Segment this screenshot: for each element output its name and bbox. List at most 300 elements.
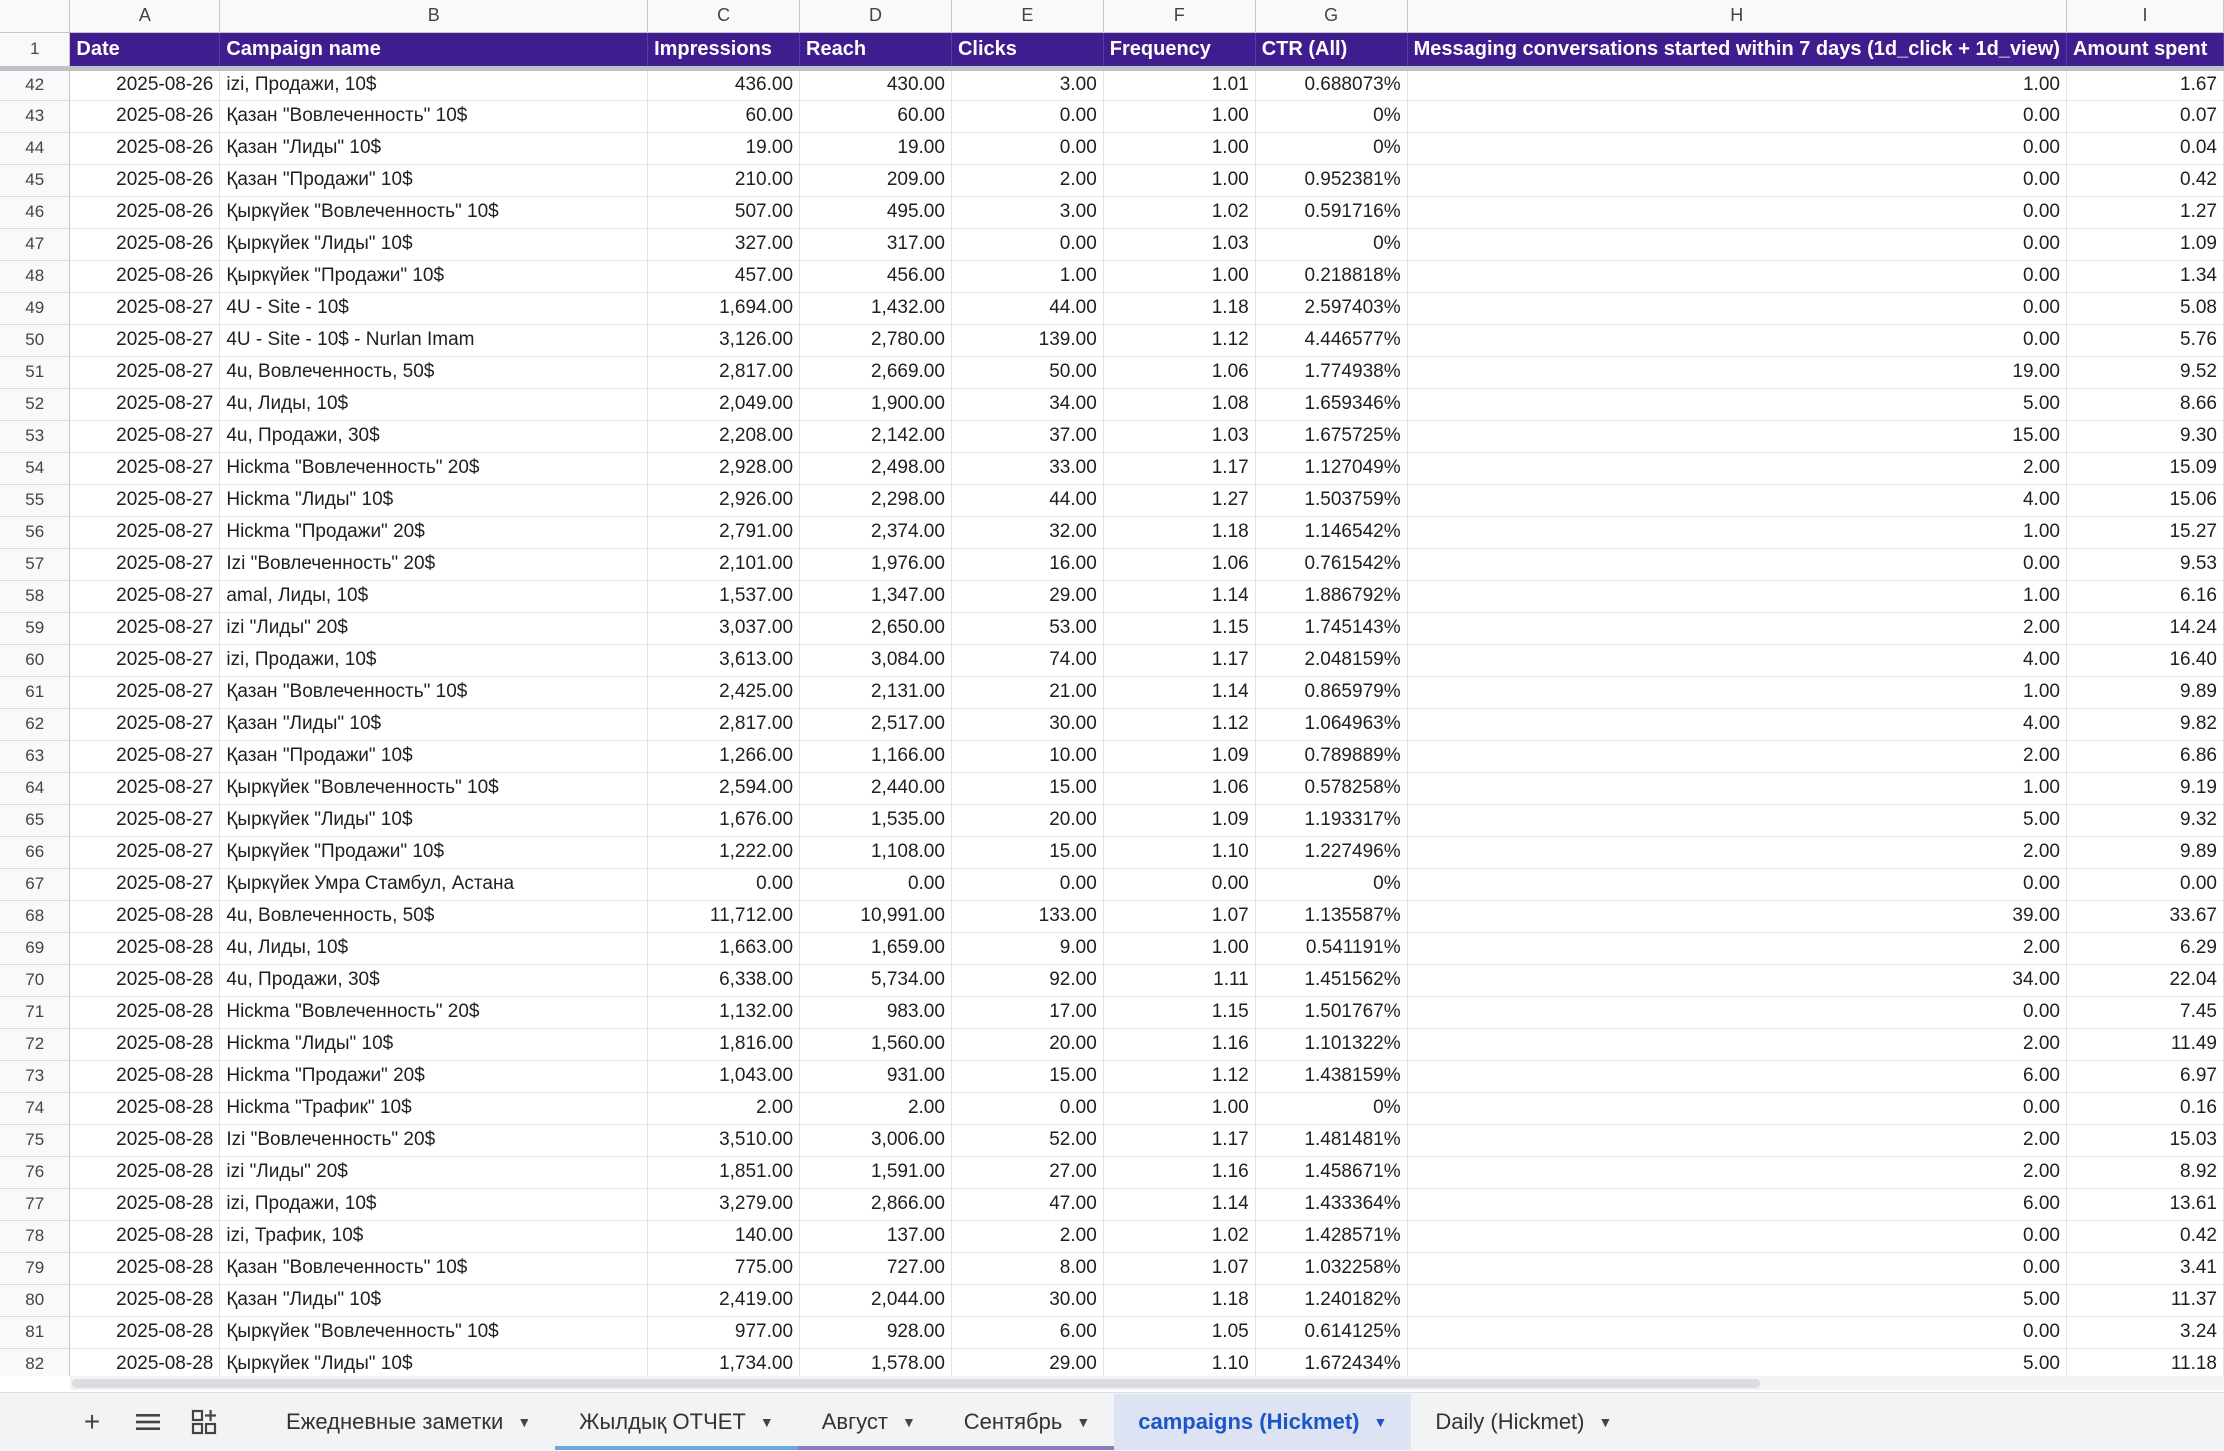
cell[interactable]: 2,142.00 (800, 420, 952, 452)
cell[interactable]: 133.00 (951, 900, 1103, 932)
cell[interactable]: 457.00 (648, 260, 800, 292)
cell[interactable]: 5.76 (2066, 324, 2223, 356)
cell[interactable]: 2025-08-27 (70, 388, 220, 420)
cell[interactable]: 50.00 (951, 356, 1103, 388)
cell[interactable]: 2025-08-27 (70, 644, 220, 676)
cell[interactable]: 0.578258% (1255, 772, 1407, 804)
cell[interactable]: 1.03 (1103, 420, 1255, 452)
cell[interactable]: 74.00 (951, 644, 1103, 676)
horizontal-scrollbar[interactable] (70, 1376, 2224, 1390)
cell[interactable]: 1.09 (1103, 740, 1255, 772)
cell[interactable]: Izi "Вовлеченность" 20$ (220, 548, 648, 580)
cell[interactable]: 4.00 (1407, 484, 2066, 516)
cell[interactable]: 9.30 (2066, 420, 2223, 452)
cell[interactable]: 5,734.00 (800, 964, 952, 996)
cell[interactable]: 2.048159% (1255, 644, 1407, 676)
table-row[interactable] (0, 708, 2224, 740)
cell[interactable]: 0.00 (951, 228, 1103, 260)
row-number[interactable]: 78 (0, 1220, 70, 1252)
cell[interactable]: 1.15 (1103, 612, 1255, 644)
cell[interactable]: 4.00 (1407, 644, 2066, 676)
cell[interactable]: 507.00 (648, 196, 800, 228)
cell[interactable]: 15.27 (2066, 516, 2223, 548)
cell[interactable]: 2,101.00 (648, 548, 800, 580)
cell[interactable]: 2,208.00 (648, 420, 800, 452)
cell[interactable]: 1.886792% (1255, 580, 1407, 612)
header-cell[interactable]: Messaging conversations started within 7 days (1d_click + 1d_view) (1407, 32, 2066, 68)
cell[interactable]: 3.00 (951, 68, 1103, 100)
cell[interactable]: 2,374.00 (800, 516, 952, 548)
cell[interactable]: 2,044.00 (800, 1284, 952, 1316)
cell[interactable]: 15.00 (951, 836, 1103, 868)
cell[interactable]: 19.00 (648, 132, 800, 164)
header-data-row[interactable] (0, 32, 2224, 68)
cell[interactable]: 1,851.00 (648, 1156, 800, 1188)
cell[interactable]: 17.00 (951, 996, 1103, 1028)
cell[interactable]: 16.00 (951, 548, 1103, 580)
cell[interactable]: 1.146542% (1255, 516, 1407, 548)
cell[interactable]: 1,591.00 (800, 1156, 952, 1188)
cell[interactable]: 2,049.00 (648, 388, 800, 420)
cell[interactable]: 9.52 (2066, 356, 2223, 388)
column-header-i[interactable]: I (2066, 0, 2223, 32)
cell[interactable]: 2.00 (1407, 1028, 2066, 1060)
cell[interactable]: 0.00 (1407, 196, 2066, 228)
cell[interactable]: 39.00 (1407, 900, 2066, 932)
cell[interactable]: 5.00 (1407, 388, 2066, 420)
cell[interactable]: 0.00 (1407, 1220, 2066, 1252)
cell[interactable]: 2025-08-27 (70, 804, 220, 836)
cell[interactable]: 4u, Вовлеченность, 50$ (220, 356, 648, 388)
cell[interactable]: 5.08 (2066, 292, 2223, 324)
cell[interactable]: 2025-08-28 (70, 1092, 220, 1124)
cell[interactable]: 9.82 (2066, 708, 2223, 740)
cell[interactable]: 1.17 (1103, 644, 1255, 676)
cell[interactable]: 9.00 (951, 932, 1103, 964)
cell[interactable]: 1.27 (1103, 484, 1255, 516)
cell[interactable]: 9.53 (2066, 548, 2223, 580)
cell[interactable]: Қыркүйек "Вовлеченность" 10$ (220, 1316, 648, 1348)
table-row[interactable] (0, 388, 2224, 420)
cell[interactable]: 4u, Лиды, 10$ (220, 932, 648, 964)
column-header-c[interactable]: C (648, 0, 800, 32)
row-number[interactable]: 61 (0, 676, 70, 708)
cell[interactable]: 327.00 (648, 228, 800, 260)
cell[interactable]: 1.193317% (1255, 804, 1407, 836)
cell[interactable]: 2025-08-27 (70, 516, 220, 548)
table-row[interactable] (0, 292, 2224, 324)
cell[interactable]: Қазан "Вовлеченность" 10$ (220, 100, 648, 132)
cell[interactable]: 1.34 (2066, 260, 2223, 292)
cell[interactable]: 1.02 (1103, 1220, 1255, 1252)
cell[interactable]: 34.00 (951, 388, 1103, 420)
cell[interactable]: 21.00 (951, 676, 1103, 708)
column-header-h[interactable]: H (1407, 0, 2066, 32)
cell[interactable]: 2025-08-28 (70, 1316, 220, 1348)
cell[interactable]: 1.67 (2066, 68, 2223, 100)
row-number[interactable]: 46 (0, 196, 70, 228)
cell[interactable]: Қыркүйек "Лиды" 10$ (220, 1348, 648, 1376)
cell[interactable]: 47.00 (951, 1188, 1103, 1220)
cell[interactable]: 2025-08-27 (70, 420, 220, 452)
cell[interactable]: 2025-08-27 (70, 612, 220, 644)
cell[interactable]: 0% (1255, 100, 1407, 132)
cell[interactable]: 210.00 (648, 164, 800, 196)
cell[interactable]: Қазан "Продажи" 10$ (220, 164, 648, 196)
cell[interactable]: 60.00 (800, 100, 952, 132)
cell[interactable]: 9.89 (2066, 676, 2223, 708)
cell[interactable]: 15.00 (951, 1060, 1103, 1092)
cell[interactable]: 1.00 (1407, 580, 2066, 612)
row-number[interactable]: 63 (0, 740, 70, 772)
cell[interactable]: Қыркүйек "Вовлеченность" 10$ (220, 196, 648, 228)
table-row[interactable] (0, 644, 2224, 676)
sheet-tab[interactable] (262, 1394, 555, 1450)
table-row[interactable] (0, 196, 2224, 228)
cell[interactable]: 2025-08-26 (70, 68, 220, 100)
cell[interactable]: 2025-08-26 (70, 228, 220, 260)
cell[interactable]: 2025-08-28 (70, 900, 220, 932)
cell[interactable]: 53.00 (951, 612, 1103, 644)
cell[interactable]: 2025-08-28 (70, 1188, 220, 1220)
cell[interactable]: 0.00 (1407, 1316, 2066, 1348)
cell[interactable]: 2.00 (1407, 1124, 2066, 1156)
cell[interactable]: 4U - Site - 10$ - Nurlan Imam (220, 324, 648, 356)
cell[interactable]: 32.00 (951, 516, 1103, 548)
cell[interactable]: 1,132.00 (648, 996, 800, 1028)
cell[interactable]: 436.00 (648, 68, 800, 100)
cell[interactable]: 1.00 (1103, 132, 1255, 164)
cell[interactable]: 2025-08-28 (70, 1060, 220, 1092)
cell[interactable]: Hickma "Лиды" 10$ (220, 484, 648, 516)
cell[interactable]: izi, Продажи, 10$ (220, 644, 648, 676)
cell[interactable]: 1.428571% (1255, 1220, 1407, 1252)
cell[interactable]: 1.12 (1103, 708, 1255, 740)
row-number[interactable]: 55 (0, 484, 70, 516)
table-row[interactable] (0, 964, 2224, 996)
cell[interactable]: 2,817.00 (648, 708, 800, 740)
row-number[interactable]: 79 (0, 1252, 70, 1284)
cell[interactable]: 20.00 (951, 804, 1103, 836)
cell[interactable]: 4u, Продажи, 30$ (220, 420, 648, 452)
cell[interactable]: 2.00 (1407, 1156, 2066, 1188)
cell[interactable]: 34.00 (1407, 964, 2066, 996)
cell[interactable]: 0.00 (1407, 324, 2066, 356)
table-row[interactable] (0, 1156, 2224, 1188)
cell[interactable]: 2.00 (951, 164, 1103, 196)
cell[interactable]: 1.03 (1103, 228, 1255, 260)
row-number[interactable]: 58 (0, 580, 70, 612)
cell[interactable]: 1.00 (1407, 676, 2066, 708)
cell[interactable]: 1.00 (1103, 1092, 1255, 1124)
cell[interactable]: 1.481481% (1255, 1124, 1407, 1156)
cell[interactable]: 2025-08-28 (70, 996, 220, 1028)
cell[interactable]: 0% (1255, 228, 1407, 260)
cell[interactable]: 2025-08-27 (70, 708, 220, 740)
cell[interactable]: 0.00 (1407, 228, 2066, 260)
cell[interactable]: 1.07 (1103, 1252, 1255, 1284)
cell[interactable]: 0.42 (2066, 1220, 2223, 1252)
table-row[interactable] (0, 164, 2224, 196)
cell[interactable]: 1,578.00 (800, 1348, 952, 1376)
row-number[interactable]: 80 (0, 1284, 70, 1316)
cell[interactable]: 0.761542% (1255, 548, 1407, 580)
cell[interactable]: 2025-08-28 (70, 1124, 220, 1156)
table-row[interactable] (0, 420, 2224, 452)
row-number[interactable]: 71 (0, 996, 70, 1028)
cell[interactable]: 10,991.00 (800, 900, 952, 932)
cell[interactable]: 931.00 (800, 1060, 952, 1092)
column-header-b[interactable]: B (220, 0, 648, 32)
cell[interactable]: 2025-08-28 (70, 1252, 220, 1284)
cell[interactable]: Қазан "Лиды" 10$ (220, 708, 648, 740)
cell[interactable]: 0.42 (2066, 164, 2223, 196)
table-row[interactable] (0, 772, 2224, 804)
cell[interactable]: 16.40 (2066, 644, 2223, 676)
cell[interactable]: Hickma "Вовлеченность" 20$ (220, 452, 648, 484)
cell[interactable]: 29.00 (951, 1348, 1103, 1376)
cell[interactable]: 2,817.00 (648, 356, 800, 388)
row-number[interactable]: 77 (0, 1188, 70, 1220)
table-row[interactable] (0, 1028, 2224, 1060)
table-row[interactable] (0, 1124, 2224, 1156)
table-row[interactable] (0, 996, 2224, 1028)
cell[interactable]: 4.00 (1407, 708, 2066, 740)
cell[interactable]: 1.501767% (1255, 996, 1407, 1028)
cell[interactable]: 1.17 (1103, 1124, 1255, 1156)
cell[interactable]: 1,676.00 (648, 804, 800, 836)
cell[interactable]: 1,694.00 (648, 292, 800, 324)
cell[interactable]: 1.06 (1103, 772, 1255, 804)
cell[interactable]: 0.00 (951, 100, 1103, 132)
cell[interactable]: 0.16 (2066, 1092, 2223, 1124)
cell[interactable]: 0% (1255, 132, 1407, 164)
row-number[interactable]: 56 (0, 516, 70, 548)
table-row[interactable] (0, 260, 2224, 292)
cell[interactable]: 1.09 (1103, 804, 1255, 836)
cell[interactable]: 1.659346% (1255, 388, 1407, 420)
cell[interactable]: 0.00 (800, 868, 952, 900)
cell[interactable]: 0.614125% (1255, 1316, 1407, 1348)
row-number[interactable]: 67 (0, 868, 70, 900)
cell[interactable]: 10.00 (951, 740, 1103, 772)
cell[interactable]: 11,712.00 (648, 900, 800, 932)
cell[interactable]: 2,425.00 (648, 676, 800, 708)
cell[interactable]: 2,594.00 (648, 772, 800, 804)
cell[interactable]: 6,338.00 (648, 964, 800, 996)
cell[interactable]: 2,498.00 (800, 452, 952, 484)
cell[interactable]: 6.00 (1407, 1188, 2066, 1220)
cell[interactable]: 6.29 (2066, 932, 2223, 964)
cell[interactable]: 7.45 (2066, 996, 2223, 1028)
scrollbar-thumb[interactable] (72, 1379, 1760, 1388)
plus-icon[interactable]: + (83, 1406, 101, 1437)
cell[interactable]: 9.89 (2066, 836, 2223, 868)
cell[interactable]: 11.49 (2066, 1028, 2223, 1060)
cell[interactable]: 0% (1255, 868, 1407, 900)
cell[interactable]: 1.12 (1103, 324, 1255, 356)
cell[interactable]: 1.10 (1103, 1348, 1255, 1376)
cell[interactable]: 52.00 (951, 1124, 1103, 1156)
cell[interactable]: 1.675725% (1255, 420, 1407, 452)
table-row[interactable] (0, 1220, 2224, 1252)
cell[interactable]: 1.18 (1103, 292, 1255, 324)
cell[interactable]: 22.04 (2066, 964, 2223, 996)
cell[interactable]: 19.00 (800, 132, 952, 164)
cell[interactable]: 2025-08-27 (70, 452, 220, 484)
cell[interactable]: 1.00 (1407, 68, 2066, 100)
header-cell[interactable]: Reach (800, 32, 952, 68)
cell[interactable]: 1.18 (1103, 516, 1255, 548)
cell[interactable]: amal, Лиды, 10$ (220, 580, 648, 612)
cell[interactable]: 209.00 (800, 164, 952, 196)
cell[interactable]: 0.591716% (1255, 196, 1407, 228)
cell[interactable]: 1,537.00 (648, 580, 800, 612)
cell[interactable]: 2025-08-28 (70, 1028, 220, 1060)
table-row[interactable] (0, 836, 2224, 868)
cell[interactable]: 456.00 (800, 260, 952, 292)
cell[interactable]: 2,419.00 (648, 1284, 800, 1316)
table-row[interactable] (0, 1316, 2224, 1348)
cell[interactable]: 3,126.00 (648, 324, 800, 356)
cell[interactable]: 4u, Вовлеченность, 50$ (220, 900, 648, 932)
cell[interactable]: 9.32 (2066, 804, 2223, 836)
cell[interactable]: 2025-08-27 (70, 676, 220, 708)
cell[interactable]: 1.064963% (1255, 708, 1407, 740)
cell[interactable]: izi, Продажи, 10$ (220, 68, 648, 100)
cell[interactable]: 1,663.00 (648, 932, 800, 964)
cell[interactable]: 1,976.00 (800, 548, 952, 580)
cell[interactable]: 2,780.00 (800, 324, 952, 356)
cell[interactable]: 1,816.00 (648, 1028, 800, 1060)
cell[interactable]: 1.00 (1407, 516, 2066, 548)
row-number[interactable]: 42 (0, 68, 70, 100)
row-number[interactable]: 66 (0, 836, 70, 868)
cell[interactable]: izi "Лиды" 20$ (220, 612, 648, 644)
cell[interactable]: 0.00 (1407, 1092, 2066, 1124)
row-number[interactable]: 60 (0, 644, 70, 676)
cell[interactable]: Қазан "Лиды" 10$ (220, 1284, 648, 1316)
cell[interactable]: 11.37 (2066, 1284, 2223, 1316)
cell[interactable]: Қыркүйек "Продажи" 10$ (220, 836, 648, 868)
cell[interactable]: 1.06 (1103, 356, 1255, 388)
cell[interactable]: 1.06 (1103, 548, 1255, 580)
row-number[interactable]: 62 (0, 708, 70, 740)
column-header-d[interactable]: D (800, 0, 952, 32)
sheet-tab[interactable] (1411, 1394, 1636, 1450)
row-number[interactable]: 82 (0, 1348, 70, 1376)
cell[interactable]: 1.27 (2066, 196, 2223, 228)
cell[interactable]: 2.00 (1407, 452, 2066, 484)
cell[interactable]: 6.97 (2066, 1060, 2223, 1092)
cell[interactable]: Қазан "Вовлеченность" 10$ (220, 676, 648, 708)
cell[interactable]: 2,517.00 (800, 708, 952, 740)
cell[interactable]: 1,347.00 (800, 580, 952, 612)
row-number[interactable]: 68 (0, 900, 70, 932)
cell[interactable]: 1.00 (1103, 164, 1255, 196)
cell[interactable]: 2.597403% (1255, 292, 1407, 324)
cell[interactable]: Қыркүйек "Продажи" 10$ (220, 260, 648, 292)
cell[interactable]: 2.00 (951, 1220, 1103, 1252)
row-number[interactable]: 59 (0, 612, 70, 644)
cell[interactable]: 2,866.00 (800, 1188, 952, 1220)
row-number[interactable]: 65 (0, 804, 70, 836)
cell[interactable]: 27.00 (951, 1156, 1103, 1188)
cell[interactable]: 0.00 (1407, 868, 2066, 900)
cell[interactable]: 4U - Site - 10$ (220, 292, 648, 324)
cell[interactable]: 775.00 (648, 1252, 800, 1284)
cell[interactable]: 3,613.00 (648, 644, 800, 676)
cell[interactable]: 6.00 (951, 1316, 1103, 1348)
row-number[interactable]: 44 (0, 132, 70, 164)
cell[interactable]: Izi "Вовлеченность" 20$ (220, 1124, 648, 1156)
cell[interactable]: izi, Трафик, 10$ (220, 1220, 648, 1252)
cell[interactable]: 317.00 (800, 228, 952, 260)
column-header-f[interactable]: F (1103, 0, 1255, 32)
table-row[interactable] (0, 1188, 2224, 1220)
cell[interactable]: 0.04 (2066, 132, 2223, 164)
cell[interactable]: 1.503759% (1255, 484, 1407, 516)
cell[interactable]: 15.03 (2066, 1124, 2223, 1156)
cell[interactable]: 0.789889% (1255, 740, 1407, 772)
cell[interactable]: 1.672434% (1255, 1348, 1407, 1376)
cell[interactable]: 1.00 (1103, 260, 1255, 292)
cell[interactable]: 0.00 (1407, 260, 2066, 292)
cell[interactable]: 0.00 (1103, 868, 1255, 900)
cell[interactable]: 1,659.00 (800, 932, 952, 964)
cell[interactable]: 0.00 (1407, 996, 2066, 1028)
cell[interactable]: 139.00 (951, 324, 1103, 356)
table-row[interactable] (0, 932, 2224, 964)
cell[interactable]: 1.01 (1103, 68, 1255, 100)
cell[interactable]: 2025-08-28 (70, 1220, 220, 1252)
cell[interactable]: 1.438159% (1255, 1060, 1407, 1092)
cell[interactable]: 1.745143% (1255, 612, 1407, 644)
cell[interactable]: 2025-08-26 (70, 196, 220, 228)
cell[interactable]: 2025-08-27 (70, 324, 220, 356)
table-row[interactable] (0, 452, 2224, 484)
cell[interactable]: 1.14 (1103, 676, 1255, 708)
cell[interactable]: 1,900.00 (800, 388, 952, 420)
cell[interactable]: 0.00 (951, 132, 1103, 164)
cell[interactable]: 2025-08-28 (70, 932, 220, 964)
cell[interactable]: 1,166.00 (800, 740, 952, 772)
cell[interactable]: 1.00 (1103, 100, 1255, 132)
row-number[interactable]: 75 (0, 1124, 70, 1156)
cell[interactable]: 2,926.00 (648, 484, 800, 516)
row-number[interactable]: 74 (0, 1092, 70, 1124)
table-row[interactable] (0, 580, 2224, 612)
cell[interactable]: Қыркүйек "Вовлеченность" 10$ (220, 772, 648, 804)
cell[interactable]: Қазан "Лиды" 10$ (220, 132, 648, 164)
cell[interactable]: 0.00 (1407, 164, 2066, 196)
caret-down-icon[interactable]: ▼ (1598, 1414, 1613, 1430)
cell[interactable]: 0% (1255, 1092, 1407, 1124)
table-row[interactable] (0, 548, 2224, 580)
table-row[interactable] (0, 1252, 2224, 1284)
cell[interactable]: 3.41 (2066, 1252, 2223, 1284)
cell[interactable]: 1,734.00 (648, 1348, 800, 1376)
row-number[interactable]: 54 (0, 452, 70, 484)
cell[interactable]: 2,650.00 (800, 612, 952, 644)
cell[interactable]: 1,222.00 (648, 836, 800, 868)
cell[interactable]: 37.00 (951, 420, 1103, 452)
cell[interactable]: 29.00 (951, 580, 1103, 612)
table-row[interactable] (0, 804, 2224, 836)
row-number[interactable]: 48 (0, 260, 70, 292)
caret-down-icon[interactable]: ▼ (1076, 1414, 1091, 1430)
cell[interactable]: 140.00 (648, 1220, 800, 1252)
